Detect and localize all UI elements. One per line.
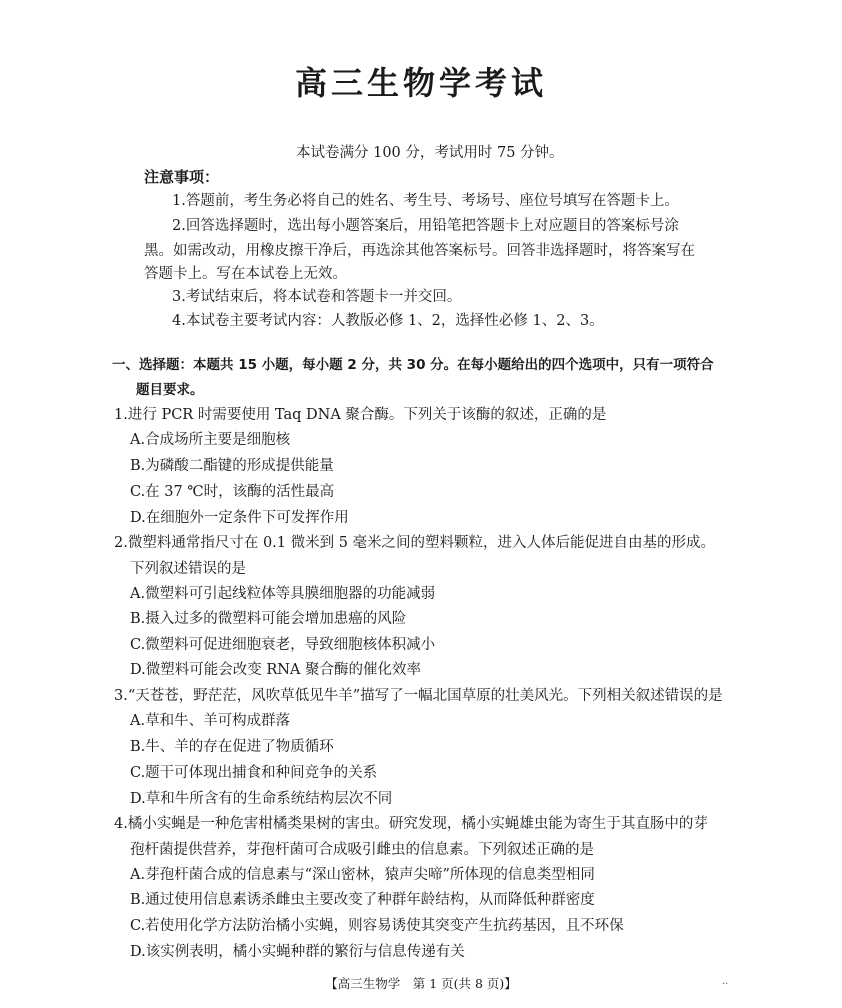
option-a: A.微塑料可引起线粒体等具膜细胞器的功能减弱 [130, 586, 436, 602]
exam-info: 本试卷满分 100 分，考试用时 75 分钟。 [296, 145, 564, 161]
question-stem-cont: 下列叙述错误的是 [130, 561, 246, 577]
notice-line: 1.答题前，考生务必将自己的姓名、考生号、考场号、座位号填写在答题卡上。 [172, 193, 679, 209]
question-stem: 4.橘小实蝇是一种危害柑橘类果树的害虫。研究发现，橘小实蝇雄虫能为寄生于其直肠中的芽 [114, 816, 708, 832]
notice-line: 2.回答选择题时，选出每小题答案后，用铅笔把答题卡上对应题目的答案标号涂 [172, 218, 679, 234]
option-c: C.微塑料可促进细胞衰老，导致细胞核体积减小 [130, 637, 436, 653]
option-c: C.若使用化学方法防治橘小实蝇，则容易诱使其突变产生抗药基因，且不环保 [130, 918, 624, 934]
option-c: C.题干可体现出捕食和种间竞争的关系 [130, 765, 378, 781]
option-d: D.该实例表明，橘小实蝇种群的繁衍与信息传递有关 [130, 944, 465, 960]
question-stem: 3.“天苍苍，野茫茫，风吹草低见牛羊”描写了一幅北国草原的壮美风光。下列相关叙述错误的是 [114, 688, 723, 704]
question-stem-cont: 孢杆菌提供营养，芽孢杆菌可合成吸引雌虫的信息素。下列叙述正确的是 [130, 842, 594, 858]
option-c: C.在 37 ℃时，该酶的活性最高 [130, 484, 335, 500]
section-heading-cont: 题目要求。 [136, 382, 204, 398]
option-a: A.合成场所主要是细胞核 [130, 432, 291, 448]
corner-mark: .. [722, 976, 729, 987]
option-b: B.通过使用信息素诱杀雌虫主要改变了种群年龄结构，从而降低种群密度 [130, 892, 595, 908]
option-d: D.草和牛所含有的生命系统结构层次不同 [130, 791, 393, 807]
page-title: 高三生物学考试 [294, 64, 547, 102]
option-b: B.牛、羊的存在促进了物质循环 [130, 739, 334, 755]
option-b: B.摄入过多的微塑料可能会增加患癌的风险 [130, 611, 407, 627]
option-a: A.芽孢杆菌合成的信息素与“深山密林，猿声尖啼”所体现的信息类型相同 [130, 867, 595, 883]
question-stem: 2.微塑料通常指尺寸在 0.1 微米到 5 毫米之间的塑料颗粒，进入人体后能促进自由基的形成。 [114, 535, 716, 551]
page-footer: 【高三生物学 第 1 页(共 8 页)】 [325, 976, 517, 991]
section-heading: 一、选择题：本题共 15 小题，每小题 2 分，共 30 分。在每小题给出的四个选项中，只有一项符合 [112, 357, 714, 373]
notice-line: 3.考试结束后，将本试卷和答题卡一并交回。 [172, 289, 462, 305]
option-b: B.为磷酸二酯键的形成提供能量 [130, 458, 334, 474]
option-d: D.微塑料可能会改变 RNA 聚合酶的催化效率 [130, 662, 422, 678]
option-a: A.草和牛、羊可构成群落 [130, 713, 291, 729]
question-stem: 1.进行 PCR 时需要使用 Taq DNA 聚合酶。下列关于该酶的叙述，正确的是 [114, 407, 607, 423]
option-d: D.在细胞外一定条件下可发挥作用 [130, 510, 349, 526]
notice-heading: 注意事项： [144, 168, 220, 186]
notice-line: 答题卡上。写在本试卷上无效。 [144, 266, 347, 282]
notice-line: 黑。如需改动，用橡皮擦干净后，再选涂其他答案标号。回答非选择题时，将答案写在 [144, 243, 695, 259]
notice-line: 4.本试卷主要考试内容：人教版必修 1、2，选择性必修 1、2、3。 [172, 313, 604, 329]
